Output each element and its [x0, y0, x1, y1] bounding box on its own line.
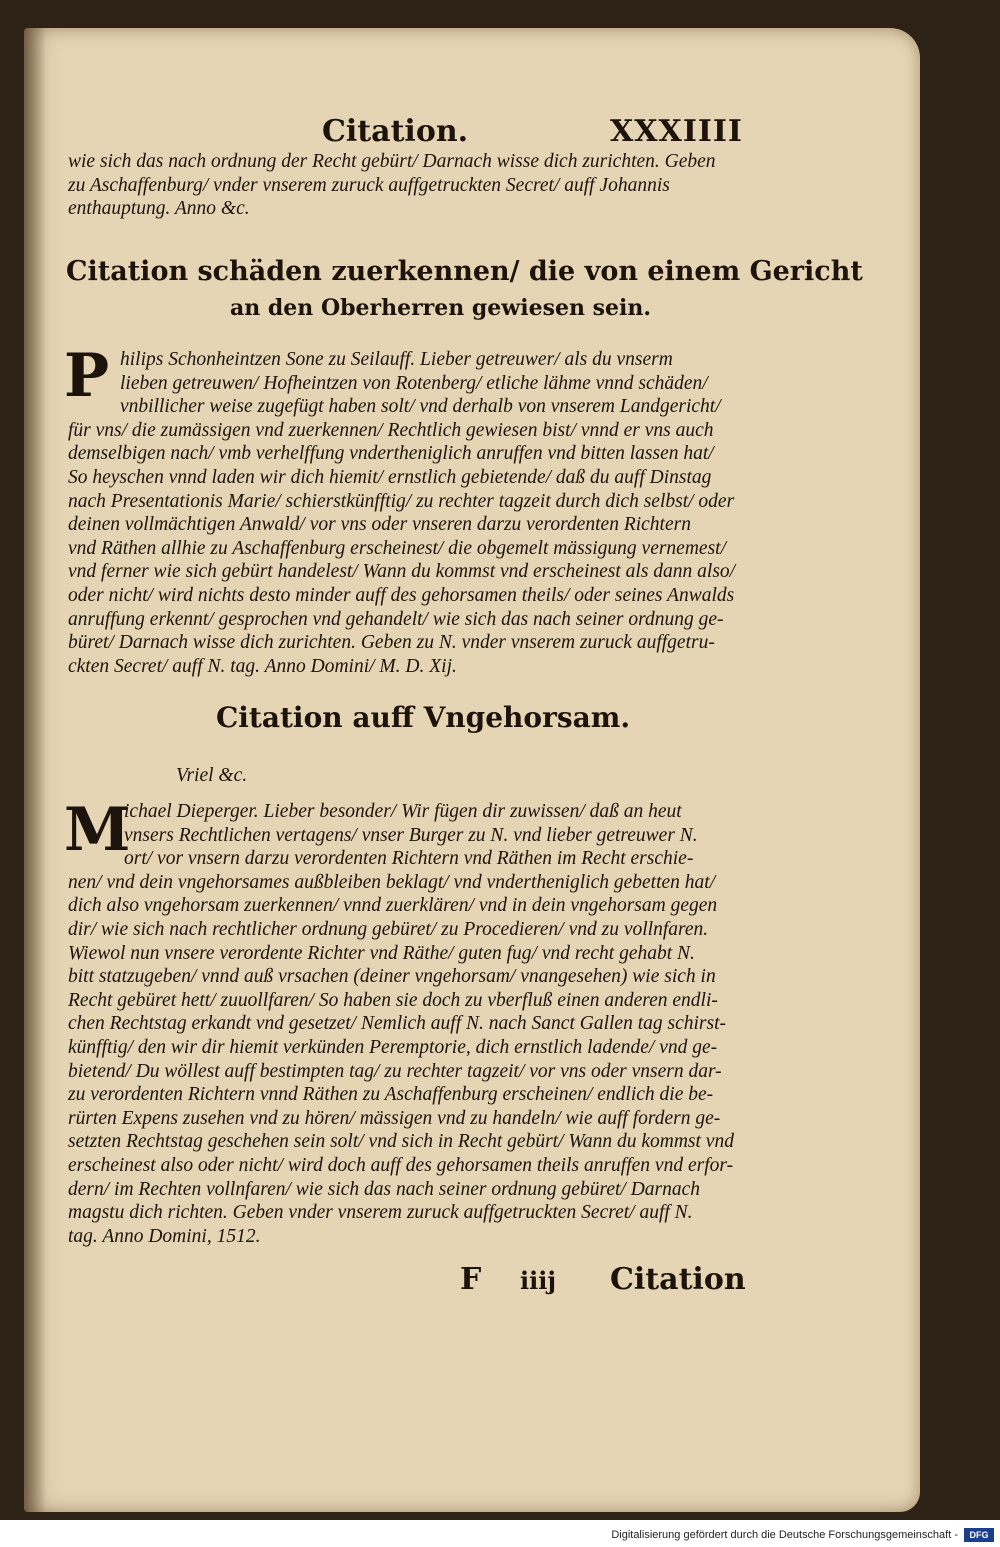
text-line: ckten Secret/ auff N. tag. Anno Domini/ M. D. Xij. [68, 655, 457, 677]
text-line: chen Rechtstag erkandt vnd gesetzet/ Nemlich auff N. nach Sanct Gallen tag schirst- [68, 1013, 726, 1035]
text-line: wie sich das nach ordnung der Recht gebürt/ Darnach wisse dich zurichten. Geben [68, 151, 716, 172]
text-line: Wiewol nun vnsere verordente Richter vnd Räthe/ guten fug/ vnd recht gehabt N. [68, 942, 695, 964]
heading-line: an den Oberherren gewiesen sein. [230, 295, 652, 321]
text-line: ichael Dieperger. Lieber besonder/ Wir fügen dir zuwissen/ daß an heut [124, 801, 682, 822]
text-line: zu Aschaffenburg/ vnder vnserem zuruck auffgetruckten Secret/ auff Johannis [68, 174, 670, 196]
text-line: bietend/ Du wöllest auff bestimpten tag/ zu rechter tagzeit/ vor vns oder vnsern dar- [68, 1060, 722, 1082]
text-line: setzten Rechtstag geschehen sein solt/ vnd sich in Recht gebürt/ Wann du kommst vnd [68, 1131, 734, 1153]
text-line: erscheinest also oder nicht/ wird doch auff des gehorsamen theils anruffen vnd erfor- [68, 1154, 734, 1176]
page-gutter-shadow [24, 28, 46, 1512]
text-line: anruffung erkennt/ gesprochen vnd gehandelt/ wie sich das nach seiner ordnung ge- [68, 608, 724, 630]
quire-number: iiij [520, 1266, 557, 1295]
text-line: künfftig/ den wir dir hiemit verkünden Peremptorie, dich ernstlich ladende/ vnd ge- [68, 1036, 718, 1058]
folio-number: XXXIIII [610, 114, 743, 149]
text-line: vnsers Rechtlichen vertagens/ vnser Burger zu N. vnd lieber getreuwer N. [124, 824, 698, 846]
salutation: Vriel &c. [176, 765, 248, 786]
section-2-paragraph [68, 800, 734, 1248]
text-line: nach Presentationis Marie/ schierstkünfftig/ zu rechter tagzeit durch dich selbst/ oder [68, 490, 735, 512]
text-line: hilips Schonheintzen Sone zu Seilauff. Lieber getreuwer/ als du vnserm [120, 349, 673, 370]
text-line: vnd Räthen allhie zu Aschaffenburg erscheinest/ die obgemelt mässigung vernemest/ [68, 537, 727, 559]
running-title: Citation. [322, 114, 469, 149]
text-line: oder nicht/ wird nichts desto minder auff des gehorsamen theils/ oder seines Anwalds [68, 584, 735, 606]
text-line: bitt statzugeben/ vnnd auß vrsachen (deiner vngehorsam/ vnangesehen) wie sich in [68, 966, 716, 988]
section-heading-2: Citation auff Vngehorsam. [216, 701, 631, 734]
funding-credit: Digitalisierung gefördert durch die Deutsche Forschungsgemeinschaft - [611, 1529, 958, 1541]
catchword: Citation [610, 1262, 746, 1297]
text-line: demselbigen nach/ vmb verhelffung vndertheniglich anruffen vnd bitten lassen hat/ [68, 443, 714, 465]
text-line: lieben getreuwen/ Hofheintzen von Rotenberg/ etliche lähme vnnd schäden/ [120, 372, 708, 394]
decorated-initial-m: M [64, 795, 131, 865]
section-heading-1 [66, 254, 863, 326]
text-line: dich also vngehorsam zuerkennen/ vnnd zuerklären/ vnd in dein vngehorsam gegen [68, 895, 718, 917]
text-line: zu verordenten Richtern vnnd Räthen zu Aschaffenburg erscheinen/ endlich die be- [68, 1084, 714, 1106]
text-line: deinen vollmächtigen Anwald/ vor vns oder vnseren darzu verordenten Richtern [68, 514, 691, 536]
heading-line: Citation schäden zuerkennen/ die von einem Gericht [66, 256, 863, 287]
viewer-footer [0, 1527, 1000, 1547]
text-line: vnd ferner wie sich gebürt handelest/ Wann du kommst vnd erscheinest als dann also/ [68, 561, 736, 583]
text-line: tag. Anno Domini, 1512. [68, 1225, 261, 1247]
text-line: nen/ vnd dein vngehorsames außbleiben beklagt/ vnd vndertheniglich gebetten hat/ [68, 871, 716, 893]
dfg-logo: DFG [964, 1528, 994, 1542]
text-line: enthauptung. Anno &c. [68, 198, 250, 220]
signature-mark: F [460, 1262, 482, 1297]
text-line: So heyschen vnnd laden wir dich hiemit/ ernstlich gebietende/ daß du auff Dinstag [68, 466, 712, 488]
text-line: für vns/ die zumässigen vnd zuerkennen/ Rechtlich gewiesen bist/ vnnd er vns auch [68, 419, 714, 441]
text-line: magstu dich richten. Geben vnder vnserem zuruck auffgetruckten Secret/ auff N. [68, 1202, 693, 1224]
text-line: Recht gebüret hett/ zuuollfaren/ So haben sie doch zu vberfluß einen anderen endli- [68, 989, 718, 1011]
text-line: büret/ Darnach wisse dich zurichten. Geben zu N. vnder vnserem zuruck auffgetru- [68, 632, 715, 654]
text-line: dir/ wie sich nach rechtlicher ordnung gebüret/ zu Procedieren/ vnd zu vollnfaren. [68, 918, 709, 940]
intro-paragraph [68, 150, 728, 221]
decorated-initial-p: P [64, 341, 110, 411]
text-line: rürten Expens zusehen vnd zu hören/ mässigen vnd zu handeln/ wie auff fordern ge- [68, 1107, 721, 1129]
text-line: dern/ im Rechten vollnfaren/ wie sich das nach seiner ordnung gebüret/ Darnach [68, 1178, 701, 1200]
text-line: vnbillicher weise zugefügt haben solt/ vnd derhalb von vnserem Landgericht/ [120, 396, 721, 418]
section-1-paragraph [68, 348, 736, 678]
text-line: ort/ vor vnsern darzu verordenten Richtern vnd Räthen im Recht erschie- [124, 848, 694, 870]
